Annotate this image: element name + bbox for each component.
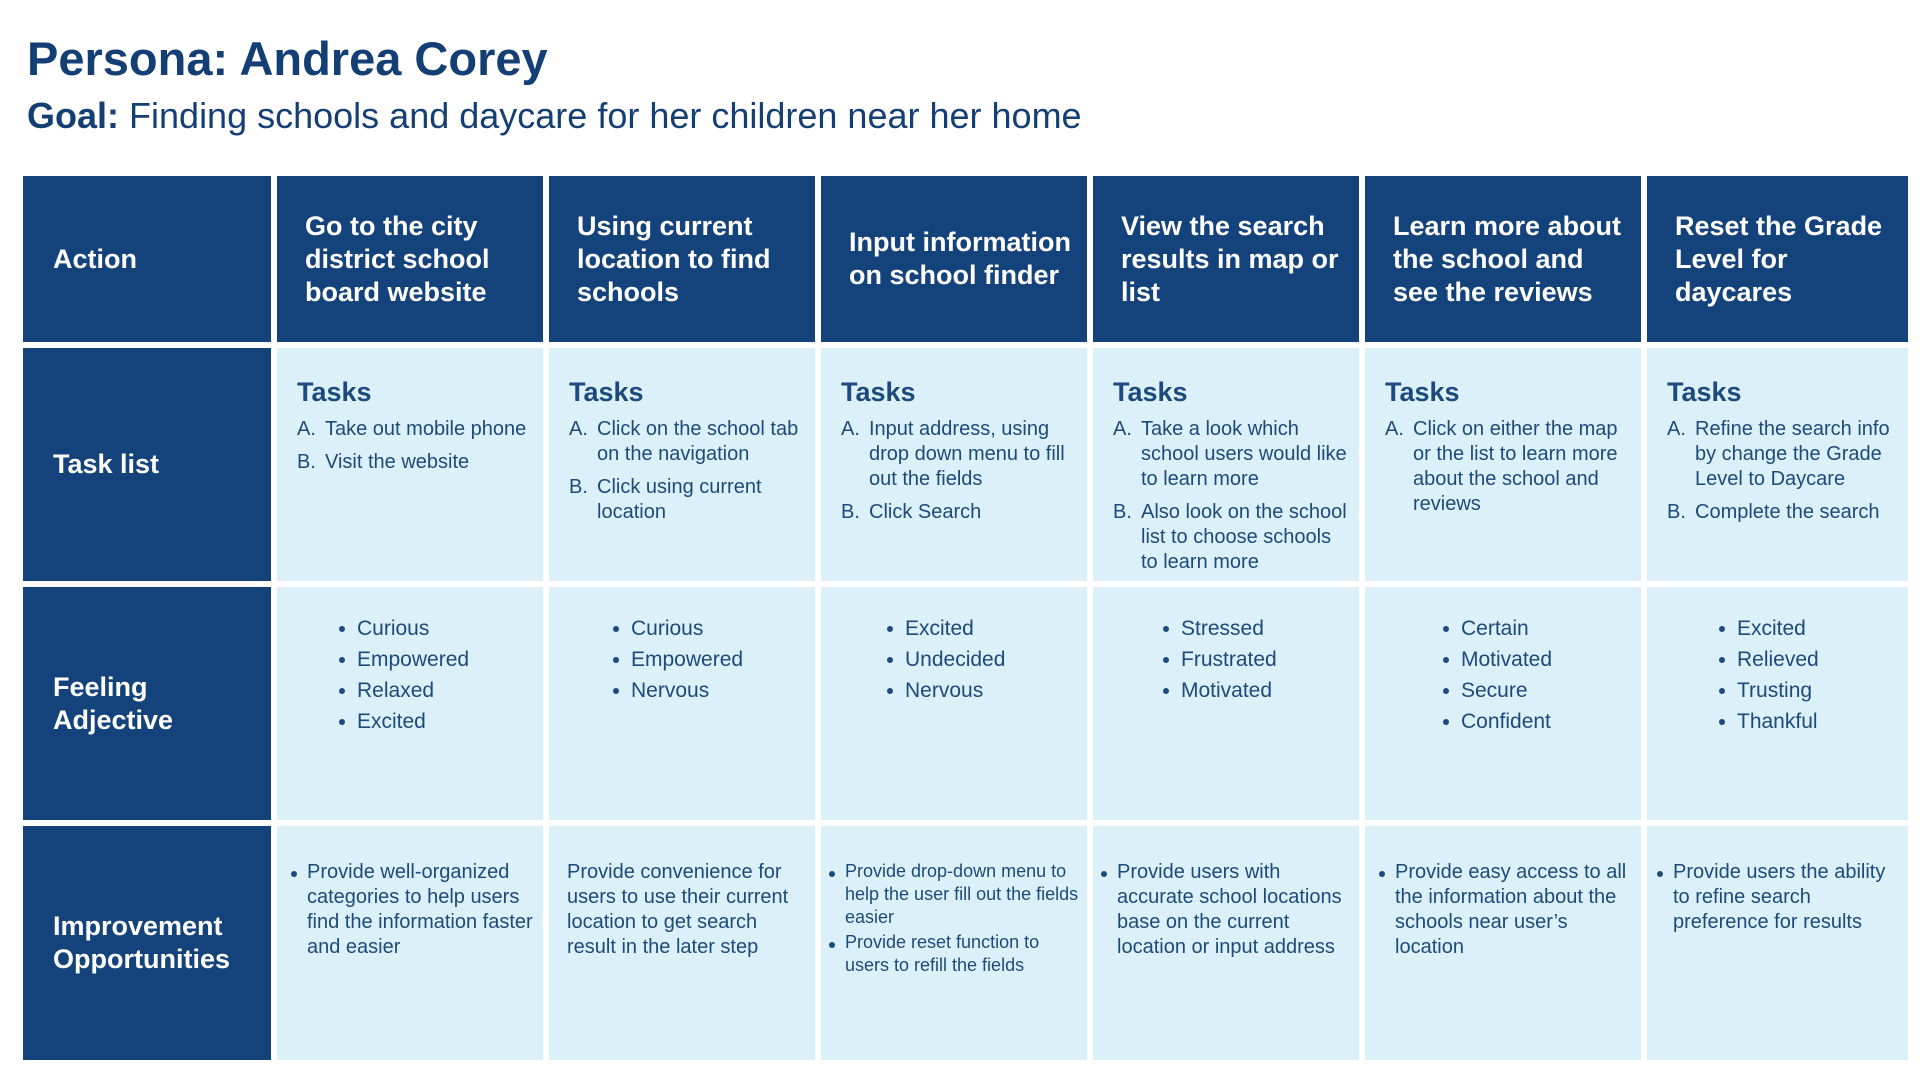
tasks-heading: Tasks	[569, 377, 644, 407]
feeling-cell	[549, 587, 815, 820]
improvement-item: Provide users with accurate school locations base on the current location or input address	[1099, 860, 1351, 960]
task-cell	[277, 348, 543, 581]
feeling-item: Excited	[339, 706, 543, 737]
task-list	[1385, 417, 1635, 517]
task-marker: B.	[1667, 501, 1686, 523]
improvement-list	[827, 860, 1079, 977]
feeling-item: Undecided	[887, 644, 1087, 675]
feeling-item: Nervous	[613, 675, 815, 706]
improvement-item: Provide easy access to all the information about the schools near user’s location	[1377, 860, 1633, 960]
journey-map-table	[23, 176, 1901, 1060]
row-header-task-list: Task list	[23, 348, 271, 581]
improvement-item: Provide drop-down menu to help the user fill out the fields easier	[827, 860, 1079, 929]
task-cell	[1647, 348, 1908, 581]
improvement-list	[1377, 860, 1633, 960]
improvement-cell	[1647, 826, 1908, 1060]
improvement-cell	[549, 826, 815, 1060]
feeling-item: Empowered	[339, 644, 543, 675]
task-marker: B.	[569, 476, 588, 498]
task-cell	[821, 348, 1087, 581]
task-item	[1667, 500, 1902, 525]
task-marker: A.	[1113, 418, 1132, 440]
row-header-action: Action	[23, 176, 271, 342]
task-list	[1113, 417, 1353, 575]
task-marker: B.	[1113, 501, 1132, 523]
feeling-item: Motivated	[1443, 644, 1641, 675]
task-item	[569, 417, 809, 467]
action-cell: Go to the city district school board website	[277, 176, 543, 342]
task-cell	[549, 348, 815, 581]
improvement-cell	[277, 826, 543, 1060]
feeling-item: Empowered	[613, 644, 815, 675]
task-list	[297, 417, 537, 475]
feeling-item: Curious	[339, 613, 543, 644]
row-header-feeling: Feeling Adjective	[23, 587, 271, 820]
row-header-improvement: Improvement Opportunities	[23, 826, 271, 1060]
task-text: Click on either the map or the list to learn more about the school and reviews	[1413, 418, 1618, 515]
task-item	[1385, 417, 1635, 517]
improvement-list	[549, 860, 807, 960]
feeling-item: Secure	[1443, 675, 1641, 706]
feeling-list	[887, 613, 1087, 706]
task-marker: B.	[841, 501, 860, 523]
task-item	[841, 500, 1081, 525]
feeling-item: Stressed	[1163, 613, 1359, 644]
task-text: Refine the search info by change the Grade Level to Daycare	[1695, 418, 1890, 490]
feeling-cell	[821, 587, 1087, 820]
tasks-heading: Tasks	[1667, 377, 1742, 407]
feeling-cell	[1093, 587, 1359, 820]
feeling-item: Certain	[1443, 613, 1641, 644]
improvement-cell	[821, 826, 1087, 1060]
feeling-item: Trusting	[1719, 675, 1908, 706]
task-text: Visit the website	[325, 451, 470, 473]
feeling-item: Excited	[1719, 613, 1908, 644]
task-item	[297, 417, 537, 442]
task-list	[1667, 417, 1902, 525]
improvement-item: Provide reset function to users to refill the fields	[827, 931, 1079, 977]
task-marker: A.	[569, 418, 588, 440]
goal-line	[27, 92, 1082, 140]
persona-title: Persona: Andrea Corey	[27, 32, 548, 85]
feeling-item: Excited	[887, 613, 1087, 644]
feeling-item: Curious	[613, 613, 815, 644]
task-marker: A.	[1385, 418, 1404, 440]
task-item	[569, 475, 809, 525]
improvement-item: Provide users the ability to refine search preference for results	[1655, 860, 1900, 935]
feeling-item: Motivated	[1163, 675, 1359, 706]
feeling-item: Confident	[1443, 706, 1641, 737]
task-marker: A.	[1667, 418, 1686, 440]
task-text: Click using current location	[597, 476, 762, 523]
task-text: Take a look which school users would like to learn more	[1141, 418, 1347, 490]
action-cell: Learn more about the school and see the reviews	[1365, 176, 1641, 342]
goal-text: Finding schools and daycare for her children near her home	[129, 95, 1082, 136]
task-text: Click Search	[869, 501, 982, 523]
feeling-list	[1163, 613, 1359, 706]
feeling-item: Relieved	[1719, 644, 1908, 675]
feeling-cell	[1365, 587, 1641, 820]
task-list	[569, 417, 809, 525]
improvement-cell	[1093, 826, 1359, 1060]
tasks-heading: Tasks	[1385, 377, 1460, 407]
feeling-cell	[1647, 587, 1908, 820]
tasks-heading: Tasks	[1113, 377, 1188, 407]
action-cell: View the search results in map or list	[1093, 176, 1359, 342]
feeling-list	[1443, 613, 1641, 737]
task-item	[1113, 500, 1353, 575]
action-cell: Reset the Grade Level for daycares	[1647, 176, 1908, 342]
task-item	[1113, 417, 1353, 492]
feeling-item: Thankful	[1719, 706, 1908, 737]
task-cell	[1093, 348, 1359, 581]
task-item	[1667, 417, 1902, 492]
task-text: Also look on the school list to choose schools to learn more	[1141, 501, 1347, 573]
feeling-cell	[277, 587, 543, 820]
improvement-cell	[1365, 826, 1641, 1060]
task-list	[841, 417, 1081, 525]
task-item	[297, 450, 537, 475]
action-cell: Input information on school finder	[821, 176, 1087, 342]
goal-label: Goal:	[27, 95, 120, 136]
feeling-list	[1719, 613, 1908, 737]
tasks-heading: Tasks	[841, 377, 916, 407]
task-text: Take out mobile phone	[325, 418, 527, 440]
feeling-list	[613, 613, 815, 706]
task-marker: B.	[297, 451, 316, 473]
tasks-heading: Tasks	[297, 377, 372, 407]
task-item	[841, 417, 1081, 492]
task-cell	[1365, 348, 1641, 581]
feeling-item: Relaxed	[339, 675, 543, 706]
improvement-list	[1099, 860, 1351, 960]
action-cell: Using current location to find schools	[549, 176, 815, 342]
feeling-item: Nervous	[887, 675, 1087, 706]
feeling-item: Frustrated	[1163, 644, 1359, 675]
improvement-item: Provide well-organized categories to help users find the information faster and easier	[289, 860, 535, 960]
task-text: Click on the school tab on the navigation	[597, 418, 799, 465]
improvement-list	[289, 860, 535, 960]
task-marker: A.	[297, 418, 316, 440]
feeling-list	[339, 613, 543, 737]
task-text: Input address, using drop down menu to fill out the fields	[869, 418, 1065, 490]
improvement-item: Provide convenience for users to use their current location to get search result in the later step	[567, 861, 789, 958]
task-text: Complete the search	[1695, 501, 1880, 523]
improvement-list	[1655, 860, 1900, 935]
task-marker: A.	[841, 418, 860, 440]
